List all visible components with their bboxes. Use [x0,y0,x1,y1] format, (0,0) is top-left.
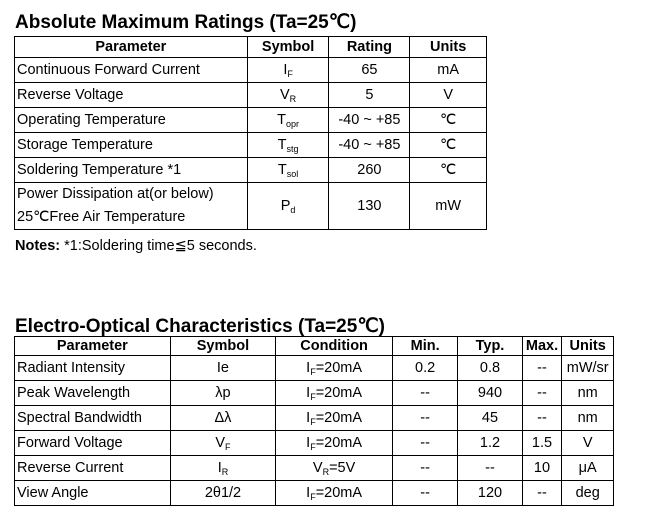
table-row [15,83,487,108]
unit-cell: V [410,83,487,108]
header-symbol: Symbol [170,337,276,356]
rating-cell: 130 [329,183,410,230]
unit-cell: mW/sr [562,356,614,381]
symbol-cell: Δλ [170,406,276,431]
header-min: Min. [392,337,457,356]
unit-cell: ℃ [410,133,487,158]
symbol-cell: $I_R$ [170,456,276,481]
header-symbol: Symbol [247,37,329,58]
unit-cell: mW [410,183,487,230]
min-cell: -- [392,406,457,431]
max-cell: 10 [522,456,562,481]
rating-cell: 260 [329,158,410,183]
typ-cell: 120 [458,481,522,506]
table-row [15,58,487,83]
rating-cell: -40 ~ +85 [329,108,410,133]
condition-cell: $I_F=20mA$ [276,481,393,506]
eoc-title: Electro-Optical Characteristics (Ta=25℃) [15,316,385,337]
param-cell: Reverse Current [15,456,171,481]
symbol-cell: $T_{sol}$ [247,158,329,183]
condition-cell: $I_F=20mA$ [276,431,393,456]
header-units: Units [562,337,614,356]
table-header-row [15,337,614,356]
table-row-power [15,183,487,230]
max-cell: -- [522,356,562,381]
param-cell: Peak Wavelength [15,381,171,406]
notes-text: *1:Soldering time≦5 seconds. [60,238,257,254]
rating-cell: -40 ~ +85 [329,133,410,158]
electro-optical-table [14,336,614,506]
param-cell: Radiant Intensity [15,356,171,381]
notes-label: Notes: [15,238,61,254]
min-cell: -- [392,431,457,456]
rating-cell: 65 [329,58,410,83]
typ-cell: 940 [458,381,522,406]
symbol-cell: $I_F$ [247,58,329,83]
param-cell: Soldering Temperature *1 [15,158,248,183]
condition-cell: $V_R=5V$ [276,456,393,481]
min-cell: 0.2 [392,356,457,381]
header-units: Units [410,37,487,58]
max-cell: -- [522,406,562,431]
unit-cell: ℃ [410,108,487,133]
table-row [15,356,614,381]
max-cell: -- [522,481,562,506]
symbol-cell: $P_d$ [247,183,329,230]
table-row [15,381,614,406]
amr-title: Absolute Maximum Ratings (Ta=25℃) [15,12,357,33]
param-line-2: 25℃Free Air Temperature [17,209,186,225]
unit-cell: ℃ [410,158,487,183]
typ-cell: 0.8 [458,356,522,381]
unit-cell: nm [562,406,614,431]
unit-cell: V [562,431,614,456]
param-cell: Reverse Voltage [15,83,248,108]
notes [15,238,257,254]
condition-cell: $I_F=20mA$ [276,406,393,431]
symbol-cell: $V_F$ [170,431,276,456]
absolute-max-ratings-table [14,36,487,230]
symbol-cell: 2θ1/2 [170,481,276,506]
symbol-cell: Ie [170,356,276,381]
param-cell: Continuous Forward Current [15,58,248,83]
max-cell: -- [522,381,562,406]
table-row [15,481,614,506]
unit-cell: deg [562,481,614,506]
table-row [15,456,614,481]
param-line-1: Power Dissipation at(or below) [17,186,214,202]
min-cell: -- [392,456,457,481]
header-rating: Rating [329,37,410,58]
param-cell: Storage Temperature [15,133,248,158]
typ-cell: -- [458,456,522,481]
symbol-cell: $T_{stg}$ [247,133,329,158]
table-row [15,406,614,431]
header-typ: Typ. [458,337,522,356]
rating-cell: 5 [329,83,410,108]
param-cell [15,183,248,230]
param-cell: Spectral Bandwidth [15,406,171,431]
table-header-row [15,37,487,58]
param-cell: View Angle [15,481,171,506]
symbol-cell: $T_{opr}$ [247,108,329,133]
symbol-cell: $V_R$ [247,83,329,108]
header-max: Max. [522,337,562,356]
table-row [15,158,487,183]
typ-cell: 1.2 [458,431,522,456]
typ-cell: 45 [458,406,522,431]
min-cell: -- [392,481,457,506]
max-cell: 1.5 [522,431,562,456]
header-parameter: Parameter [15,337,171,356]
symbol-cell: λp [170,381,276,406]
table-row [15,431,614,456]
min-cell: -- [392,381,457,406]
condition-cell: $I_F=20mA$ [276,381,393,406]
header-condition: Condition [276,337,393,356]
header-parameter: Parameter [15,37,248,58]
table-row [15,133,487,158]
unit-cell: mA [410,58,487,83]
param-cell: Forward Voltage [15,431,171,456]
unit-cell: μA [562,456,614,481]
param-cell: Operating Temperature [15,108,248,133]
condition-cell: $I_F=20mA$ [276,356,393,381]
unit-cell: nm [562,381,614,406]
table-row [15,108,487,133]
